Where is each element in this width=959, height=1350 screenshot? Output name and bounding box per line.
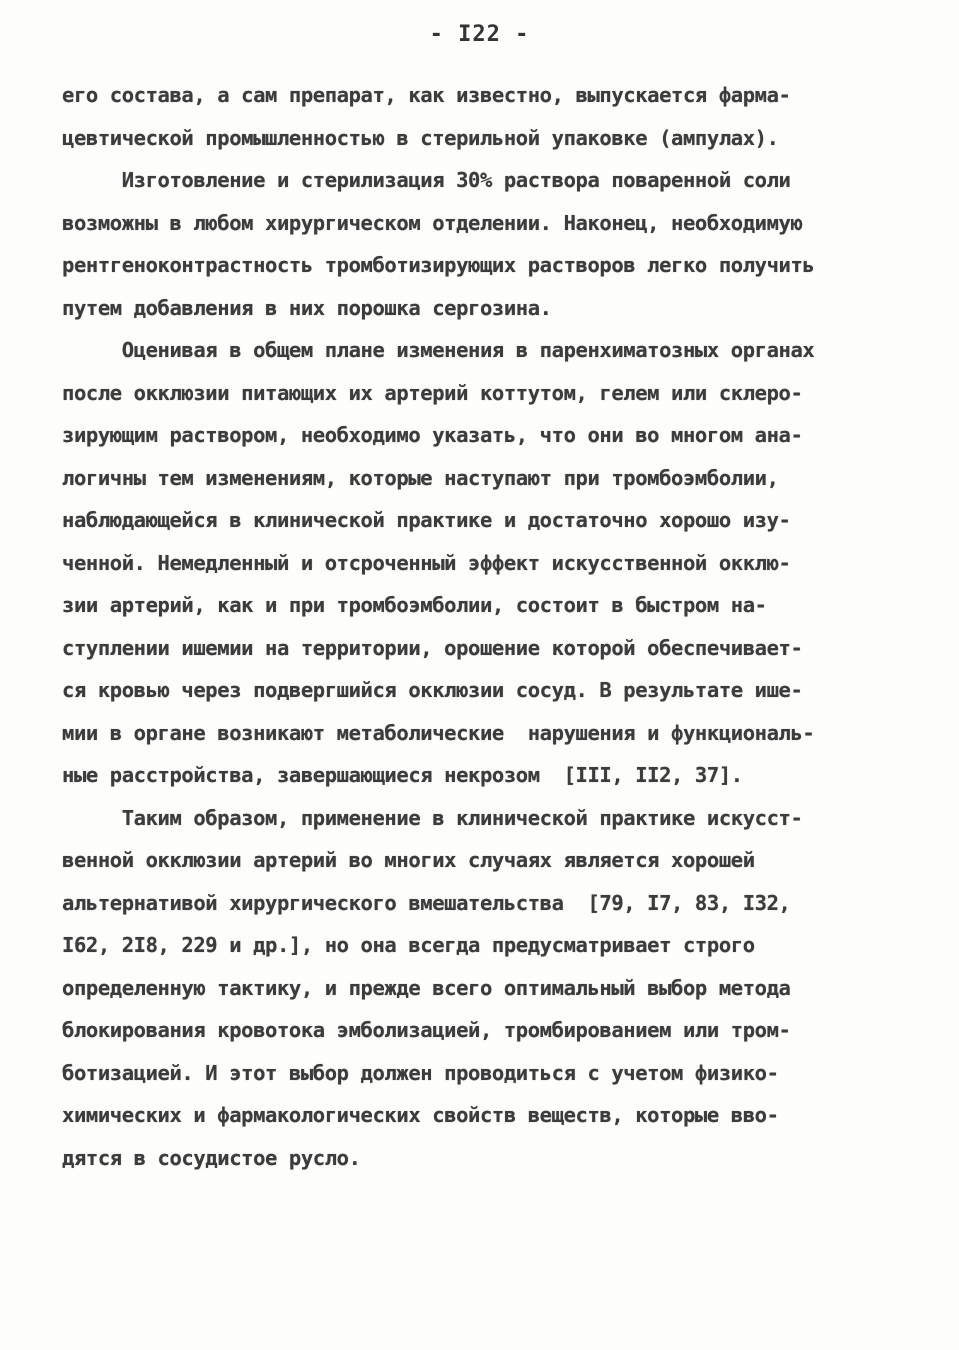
text-line: I62, 2I8, 229 и др.], но она всегда предусматривает строго xyxy=(62,933,755,957)
text-line: ступлении ишемии на территории, орошение которой обеспечивает- xyxy=(62,635,803,660)
text-line: ные расстройства, завершающиеся некрозом [III, II2, 37]. xyxy=(62,763,743,787)
text-line: ся кровью через подвергшийся окклюзии сосуд. В результате ише- xyxy=(62,678,803,702)
text-line: путем добавления в них порошка сергозина. xyxy=(62,295,552,320)
text-line: ченной. Немедленный и отсроченный эффект искусственной окклю- xyxy=(62,550,791,575)
text-line: блокирования кровотока эмболизацией, тромбированием или тром- xyxy=(62,1018,791,1042)
text-line: после окклюзии питающих их артерий коттутом, гелем или склеро- xyxy=(62,380,803,405)
text-line: рентгеноконтрастность тромботизирующих растворов легко получить xyxy=(62,253,815,277)
text-line: определенную тактику, и прежде всего оптимальный выбор метода xyxy=(62,975,791,1000)
text-line: зии артерий, как и при тромбоэмболии, состоит в быстром на- xyxy=(62,593,767,617)
text-line: ботизацией. И этот выбор должен проводиться с учетом физико- xyxy=(62,1060,779,1085)
text-line: логичны тем изменениям, которые наступают при тромбоэмболии, xyxy=(62,465,779,490)
text-line: зирующим раствором, необходимо указать, что они во многом ана- xyxy=(62,423,803,447)
text-line: венной окклюзии артерий во многих случаях является хорошей xyxy=(62,848,755,872)
body-text xyxy=(62,74,912,1179)
text-line: его состава, а сам препарат, как известно, выпускается фарма- xyxy=(62,83,791,107)
page-number: - I22 - xyxy=(429,22,530,47)
text-line: мии в органе возникают метаболические нарушения и функциональ- xyxy=(62,720,815,745)
text-line: химических и фармакологических свойств веществ, которые вво- xyxy=(62,1103,779,1127)
text-line: цевтической промышленностью в стерильной упаковке (ампулах). xyxy=(62,125,779,150)
text-line: альтернативой хирургического вмешательства [79, I7, 83, I32, xyxy=(62,890,791,915)
text-line: наблюдающейся в клинической практике и достаточно хорошо изу- xyxy=(62,508,791,532)
text-line: Таким образом, применение в клинической практике искусст- xyxy=(62,805,803,830)
text-line: дятся в сосудистое русло. xyxy=(62,1145,361,1170)
text-line: Оценивая в общем плане изменения в паренхиматозных органах xyxy=(62,338,815,362)
text-line: возможны в любом хирургическом отделении. Наконец, необходимую xyxy=(62,210,803,235)
text-line: Изготовление и стерилизация 30% раствора поваренной соли xyxy=(62,168,791,192)
